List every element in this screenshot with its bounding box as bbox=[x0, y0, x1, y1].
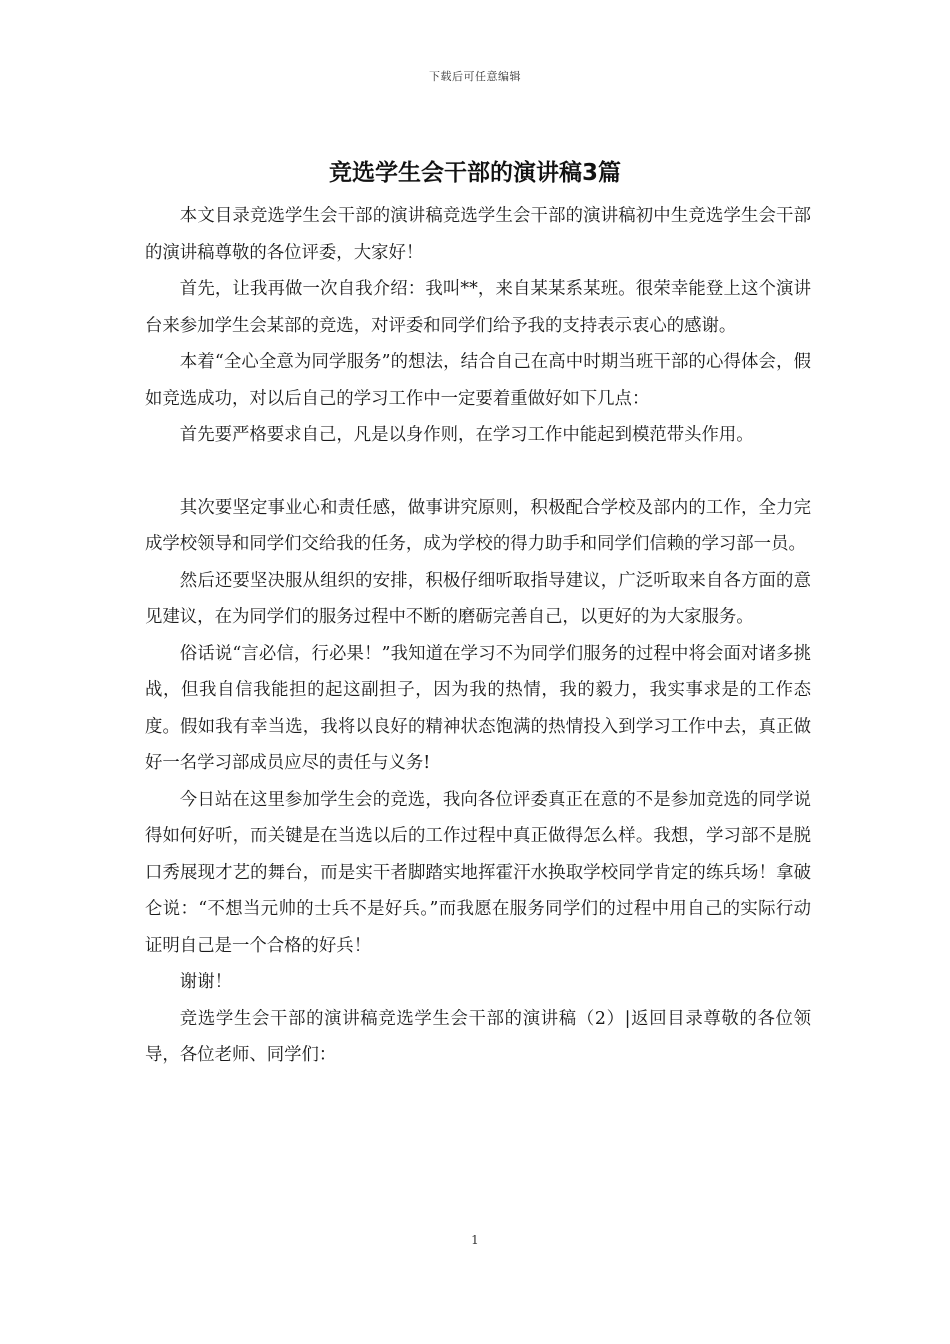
paragraph-point-second: 其次要坚定事业心和责任感，做事讲究原则，积极配合学校及部内的工作，全力完成学校领导和同学们交给我的任务，成为学校的得力助手和同学们信赖的学习部一员。 bbox=[145, 497, 811, 554]
page-header-note: 下载后可任意编辑 bbox=[429, 70, 521, 83]
document-title: 竞选学生会干部的演讲稿3篇 bbox=[328, 160, 621, 186]
document-body bbox=[145, 198, 811, 1074]
paragraph-today: 今日站在这里参加学生会的竞选，我向各位评委真正在意的不是参加竞选的同学说得如何好听，而关键是在当选以后的工作过程中真正做得怎么样。我想，学习部不是脱口秀展现才艺的舞台，而是实干者脚踏实地挥霍汗水换取学校同学肯定的练兵场！拿破仑说：“不想当元帅的士兵不是好兵。”而我愿在服务同学们的过程中用自己的实际行动证明自己是一个合格的好兵！ bbox=[145, 789, 811, 956]
paragraph-self-introduction: 首先，让我再做一次自我介绍：我叫**，来自某某系某班。很荣幸能登上这个演讲台来参加学生会某部的竞选，对评委和同学们给予我的支持表示衷心的感谢。 bbox=[145, 279, 811, 336]
paragraph-spacer bbox=[145, 454, 811, 490]
page-number: 1 bbox=[471, 1233, 479, 1247]
paragraph-second-speech-start: 竞选学生会干部的演讲稿竞选学生会干部的演讲稿（2）|返回目录尊敬的各位领导，各位老师、同学们： bbox=[145, 1008, 811, 1065]
paragraph-point-first: 首先要严格要求自己，凡是以身作则，在学习工作中能起到模范带头作用。 bbox=[179, 425, 754, 445]
paragraph-thanks: 谢谢！ bbox=[179, 972, 232, 992]
paragraph-intro: 本文目录竞选学生会干部的演讲稿竞选学生会干部的演讲稿初中生竞选学生会干部的演讲稿尊敬的各位评委，大家好！ bbox=[145, 206, 811, 263]
paragraph-point-third: 然后还要坚决服从组织的安排，积极仔细听取指导建议，广泛听取来自各方面的意见建议，在为同学们的服务过程中不断的磨砺完善自己，以更好的为大家服务。 bbox=[145, 570, 811, 627]
paragraph-proverb: 俗话说“言必信，行必果！”我知道在学习不为同学们服务的过程中将会面对诸多挑战，但我自信我能担的起这副担子，因为我的热情，我的毅力，我实事求是的工作态度。假如我有幸当选，我将以良好的精神状态饱满的热情投入到学习工作中去，真正做好一名学习部成员应尽的责任与义务! bbox=[145, 643, 811, 773]
paragraph-service-intent: 本着“全心全意为同学服务”的想法，结合自己在高中时期当班干部的心得体会，假如竞选成功，对以后自己的学习工作中一定要着重做好如下几点： bbox=[145, 352, 811, 409]
